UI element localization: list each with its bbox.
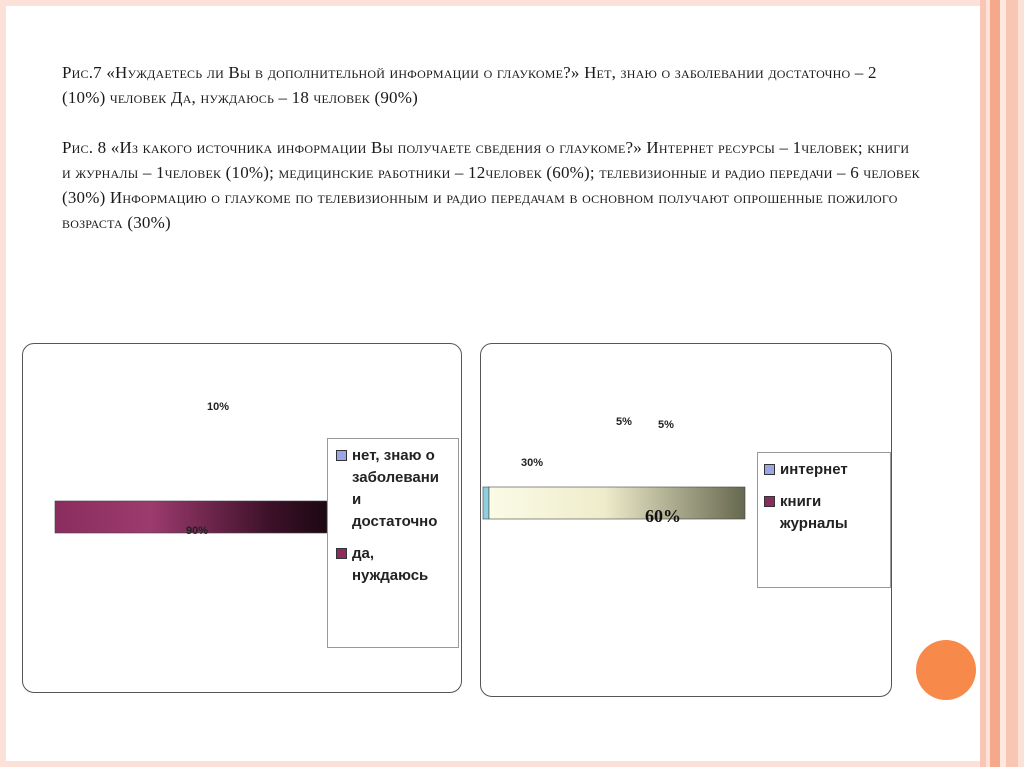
slide-frame-top xyxy=(0,0,1024,6)
data-label-tv-30pct: 30% xyxy=(521,457,544,469)
slide-frame-left xyxy=(0,0,6,767)
chart-8-legend xyxy=(757,452,891,588)
decorative-stripe xyxy=(1006,0,1018,767)
pie-slice-2 xyxy=(489,487,745,519)
legend-swatch xyxy=(336,548,347,559)
fig7-caption: Рис.7 «Нуждаетесь ли Вы в дополнительной информации о глаукоме?» Нет, знаю о заболевании достаточно – 2 (10%) человек Да, нуждаюсь – 18 человек (90%) xyxy=(62,63,877,107)
slide-frame-bottom xyxy=(0,761,1024,767)
decorative-stripe xyxy=(1018,0,1024,767)
legend-entry xyxy=(764,459,884,481)
data-label-90pct: 90% xyxy=(186,525,209,537)
fig8-caption: Рис. 8 «Из какого источника информации Вы получаете сведения о глаукоме?» Интернет ресурсы – 1человек; книги и журналы – 1человек (10%); медицинские работники – 12человек (60%); телевизионные и радио передачи – 6 человек (30%) Информацию о глаукоме по телевизионным и радио передачам в основном получают опрошенные пожилого возраста (30%) xyxy=(62,138,920,232)
decorative-stripe xyxy=(990,0,1000,767)
decorative-orange-circle xyxy=(916,640,976,700)
chart-figure-8 xyxy=(480,343,892,697)
pie-slice-0 xyxy=(483,487,489,519)
data-label-internet-5pct: 5% xyxy=(616,416,632,428)
legend-entry xyxy=(336,543,452,587)
data-label-10pct: 10% xyxy=(207,401,230,413)
legend-label xyxy=(780,491,848,535)
data-label-medical-60pct: 60% xyxy=(645,506,681,526)
right-decorative-stripes xyxy=(980,0,1024,767)
legend-label xyxy=(352,543,428,587)
legend-label-line: журналы xyxy=(780,515,848,532)
data-label-books-5pct: 5% xyxy=(658,419,674,431)
legend-label xyxy=(352,445,439,533)
legend-entry xyxy=(764,491,884,535)
legend-label-line: и xyxy=(352,491,362,508)
legend-label-line: нуждаюсь xyxy=(352,567,429,584)
legend-swatch xyxy=(336,450,347,461)
legend-label-line: интернет xyxy=(780,461,848,478)
legend-label-line: да, xyxy=(352,545,375,562)
legend-swatch xyxy=(764,496,775,507)
legend-label-line: книги xyxy=(780,493,822,510)
chart-7-legend xyxy=(327,438,459,648)
legend-label xyxy=(780,459,848,481)
legend-swatch xyxy=(764,464,775,475)
legend-entry xyxy=(336,445,452,533)
legend-label-line: заболевани xyxy=(352,469,439,486)
chart-figure-7 xyxy=(22,343,462,693)
legend-label-line: достаточно xyxy=(352,513,438,530)
legend-label-line: нет, знаю о xyxy=(352,447,435,464)
slide-body-text xyxy=(62,60,922,235)
